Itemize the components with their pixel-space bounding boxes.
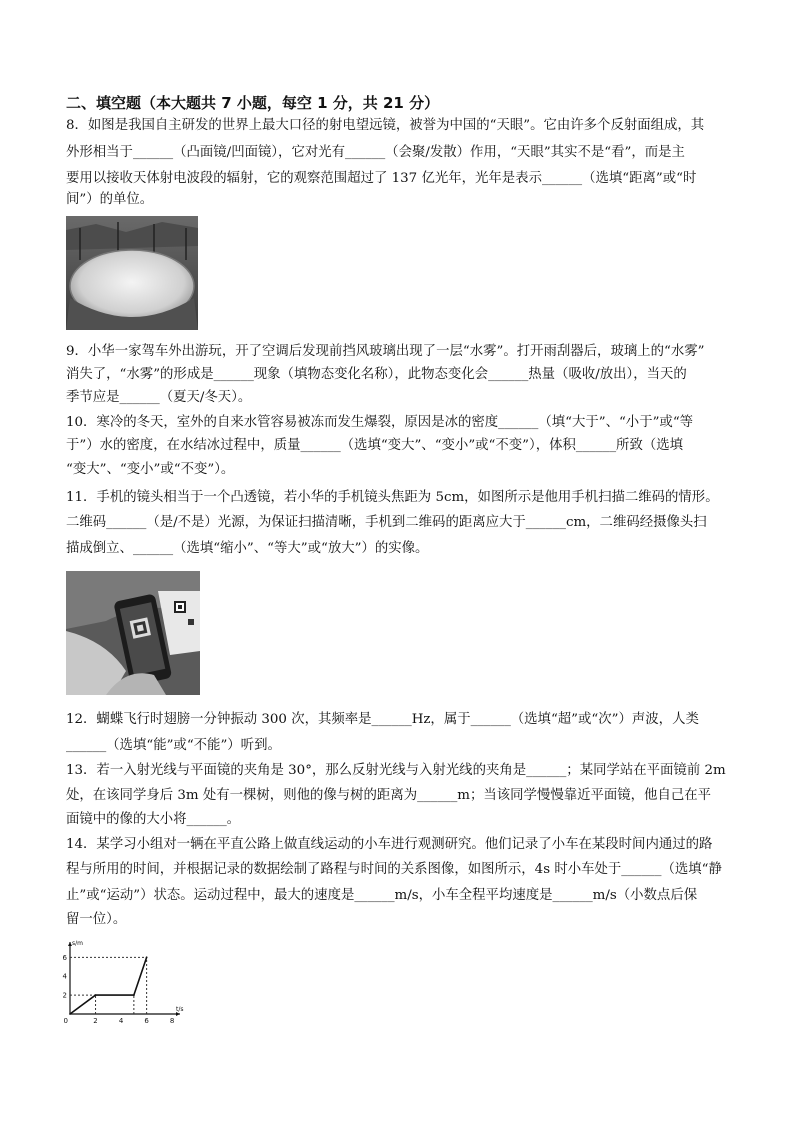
x-tick-label-0: 2 — [93, 1017, 98, 1025]
origin-label: 0 — [63, 1017, 68, 1025]
phone-scanning-photo — [66, 571, 200, 695]
question-11-line-2: 二维码______（是/不是）光源，为保证扫描清晰，手机到二维码的距离应大于______cm，二维码经摄像头扫 — [66, 515, 707, 530]
question-10-line-1: 10．寒冷的冬天，室外的自来水管容易被冻而发生爆裂，原因是冰的密度______（填“大于”、“小于”或“等 — [66, 415, 694, 430]
question-14-line-3: 止”或“运动”）状态。运动过程中，最大的速度是______m/s，小车全程平均速度是______m/s（小数点后保 — [66, 888, 698, 903]
x-axis-label: t/s — [176, 1006, 184, 1013]
series-point-1 — [95, 994, 97, 996]
question-13-line-1: 13．若一入射光线与平面镜的夹角是 30°，那么反射光线与入射光线的夹角是______；某同学站在平面镜前 2m — [66, 763, 726, 778]
x-tick-label-3: 8 — [169, 1017, 175, 1025]
series-point-3 — [146, 956, 148, 958]
question-8-line-1: 8．如图是我国自主研发的世界上最大口径的射电望远镜，被誉为中国的“天眼”。它由许多个反射面组成，其 — [66, 118, 705, 133]
question-8-line-3: 要用以接收天体射电波段的辐射，它的观察范围超过了 137 亿光年，光年是表示______（选填“距离”或“时 — [66, 171, 697, 186]
question-12-line-2: ______（选填“能”或“不能”）听到。 — [66, 738, 281, 753]
telescope-photo — [66, 216, 198, 330]
chart-series — [69, 956, 147, 1014]
chart-labels — [63, 940, 184, 1025]
series-point-0 — [69, 1013, 71, 1015]
question-12-line-1: 12．蝴蝶飞行时翅膀一分钟振动 300 次，其频率是______Hz，属于______（选填“超”或“次”）声波，人类 — [66, 712, 699, 727]
question-14-line-2: 程与所用的时间，并根据记录的数据绘制了路程与时间的关系图像，如图所示，4s 时小车处于______（选填“静 — [66, 862, 722, 877]
series-line — [70, 957, 147, 1014]
question-14-line-1: 14．某学习小组对一辆在平直公路上做直线运动的小车进行观测研究。他们记录了小车在某段时间内通过的路 — [66, 837, 713, 852]
y-tick-label-0: 2 — [62, 991, 67, 1000]
question-10-line-2: 于”）水的密度，在水结冰过程中，质量______（选填“变大”、“变小”或“不变”），体积______所致（选填 — [66, 438, 684, 453]
question-9-line-1: 9．小华一家驾车外出游玩，开了空调后发现前挡风玻璃出现了一层“水雾”。打开雨刮器后，玻璃上的“水雾” — [66, 344, 705, 359]
y-axis-label: s/m — [72, 940, 83, 947]
question-13-line-2: 处，在该同学身后 3m 处有一棵树，则他的像与树的距离为______m；当该同学慢慢靠近平面镜，他自己在平 — [66, 788, 712, 803]
distance-time-graph — [58, 938, 188, 1028]
chart-axes — [68, 942, 180, 1016]
section-heading: 二、填空题（本大题共 7 小题，每空 1 分，共 21 分） — [66, 94, 440, 112]
question-9-line-2: 消失了，“水雾”的形成是______现象（填物态变化名称），此物态变化会______热量（吸收/放出），当天的 — [66, 367, 687, 382]
x-tick-label-1: 4 — [118, 1017, 124, 1025]
question-8-line-2: 外形相当于______（凸面镜/凹面镜），它对光有______（会聚/发散）作用，“天眼”其实不是“看”，而是主 — [66, 145, 685, 160]
question-10-line-3: “变大”、“变小”或“不变”）。 — [66, 462, 235, 477]
question-8-line-4: 间”）的单位。 — [66, 192, 154, 207]
series-point-2 — [133, 994, 135, 996]
x-tick-label-2: 6 — [144, 1017, 149, 1025]
question-9-line-3: 季节应是______（夏天/冬天）。 — [66, 390, 252, 405]
question-11-line-1: 11．手机的镜头相当于一个凸透镜，若小华的手机镜头焦距为 5cm，如图所示是他用手机扫描二维码的情形。 — [66, 490, 719, 505]
question-14-line-4: 留一位）。 — [66, 912, 127, 927]
question-13-line-3: 面镜中的像的大小将______。 — [66, 812, 241, 827]
y-tick-label-1: 4 — [62, 972, 67, 981]
question-11-line-3: 描成倒立、______（选填“缩小”、“等大”或“放大”）的实像。 — [66, 541, 429, 556]
y-tick-label-2: 6 — [62, 953, 67, 962]
